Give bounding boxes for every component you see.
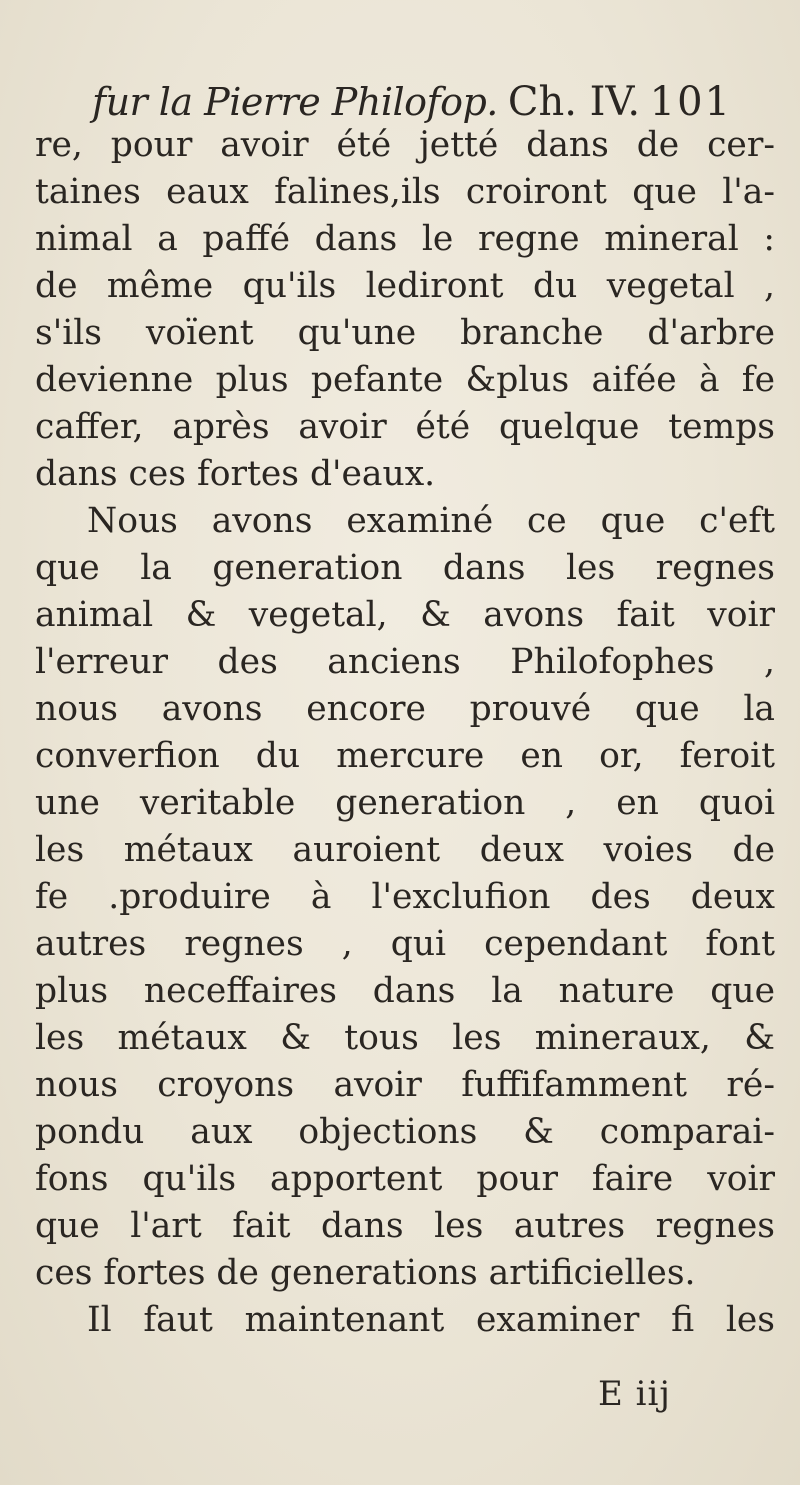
text-line: fe .produire à l'exclufion des deux (35, 877, 775, 917)
text-line: fons qu'ils apportent pour faire voir (35, 1159, 775, 1199)
text-line: nous avons encore prouvé que la (35, 689, 775, 729)
page-number: 101 (649, 79, 732, 125)
running-title: fur la Pierre Philofop. (92, 80, 498, 124)
text-line: re, pour avoir été jetté dans de cer- (35, 125, 775, 165)
text-line: plus neceffaires dans la nature que (35, 971, 775, 1011)
text-line: nous croyons avoir fuffifamment ré- (35, 1065, 775, 1105)
signature-mark: E iij (598, 1374, 671, 1414)
text-line: l'erreur des anciens Philofophes , (35, 642, 775, 682)
text-line: caffer, après avoir été quelque temps (35, 407, 775, 447)
text-line: que la generation dans les regnes (35, 548, 775, 588)
text-line: Nous avons examiné ce que c'eft (87, 501, 775, 541)
text-line: Il faut maintenant examiner fi les (87, 1300, 775, 1340)
text-line: dans ces fortes d'eaux. (35, 454, 436, 494)
text-line: s'ils voïent qu'une branche d'arbre (35, 313, 775, 353)
text-line: autres regnes , qui cependant font (35, 924, 775, 964)
text-line: pondu aux objections & comparai- (35, 1112, 775, 1152)
text-line: devienne plus pefante &plus aifée à fe (35, 360, 775, 400)
body-text (35, 122, 775, 1344)
text-line: une veritable generation , en quoi (35, 783, 775, 823)
text-line: les métaux & tous les mineraux, & (35, 1018, 775, 1058)
chapter-label: Ch. IV. (507, 79, 641, 125)
text-line: taines eaux falines,ils croiront que l'a- (35, 172, 775, 212)
text-line: ces fortes de generations artificielles. (35, 1253, 696, 1293)
text-line: que l'art fait dans les autres regnes (35, 1206, 775, 1246)
text-line: de même qu'ils lediront du vegetal , (35, 266, 775, 306)
text-line: les métaux auroient deux voies de (35, 830, 775, 870)
text-line: converfion du mercure en or, feroit (35, 736, 775, 776)
text-line: animal & vegetal, & avons fait voir (35, 595, 775, 635)
text-line: nimal a paffé dans le regne mineral : (35, 219, 775, 259)
